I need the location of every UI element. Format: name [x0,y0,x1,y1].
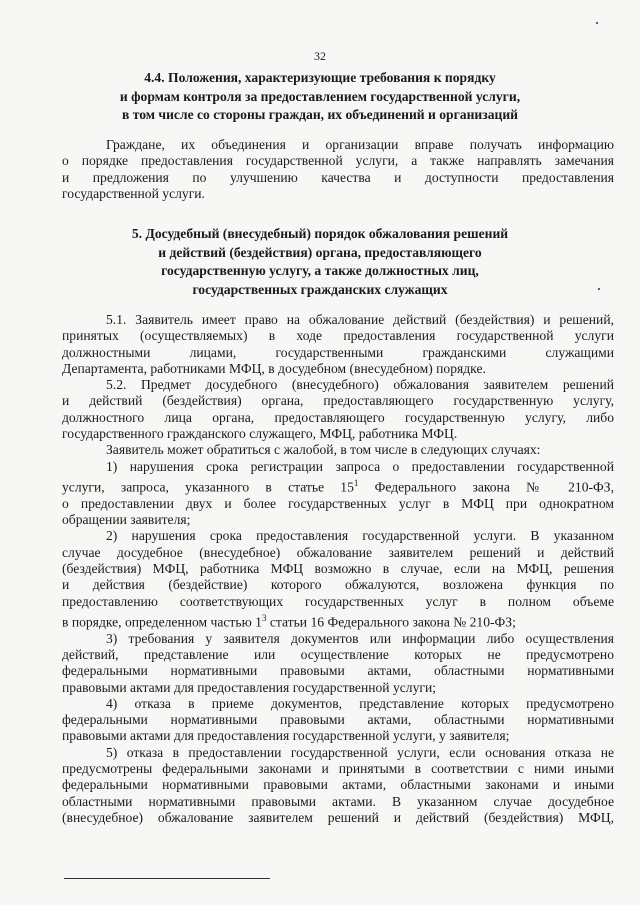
text-line: предусмотрены федеральными законами и принятыми в соответствии с ними иными [62,761,614,777]
section-5-heading [0,225,640,299]
superscript: 1 [353,477,359,488]
heading-line: 5. Досудебный (внесудебный) порядок обжалования решений [131,226,509,241]
text-line: принятых (осуществляемых) в ходе предоставления государственной услуги [62,328,614,344]
heading-line: и действий (бездействия) органа, предоставляющего [158,244,482,260]
text-line: правовыми актами для предоставления государственной услуги, у заявителя; [62,728,510,744]
text-line: федеральными нормативными правовыми актами, областными законами и иными [62,777,614,793]
text-line: о предоставлении двух и более государственных услуг в МФЦ при однократном [62,495,614,511]
text-line: должностного лица органа, предоставляющего государственную услугу, либо [62,409,614,425]
section-5-body [62,312,614,826]
text-line: о порядке предоставления государственной услуги, а также направлять замечания [62,153,614,169]
text-line: (внесудебное) обжалование заявителем решений и действий (бездействия) МФЦ, [62,809,614,825]
text-line: федеральными нормативными правовыми актами, областными нормативными [62,712,614,728]
text-line: 5.2. Предмет досудебного (внесудебного) обжалования заявителем решений [106,377,614,393]
text-run: в порядке, определенном частью 1 [62,614,262,630]
text-line: правовыми актами для предоставления государственной услуги; [62,679,437,695]
text-line: Заявитель может обратиться с жалобой, в том числе в следующих случаях: [106,442,541,458]
text-line: 1) нарушения срока регистрации запроса о предоставлении государственной [106,458,614,474]
heading-line: 4.4. Положения, характеризующие требования к порядку [144,70,496,85]
heading-line: государственных гражданских служащих [192,281,448,297]
section-4-4-body [62,137,614,202]
text-line: областными нормативными правовыми актами. В указанном случае досудебное [62,793,614,809]
text-run: статьи 16 Федерального закона № 210-ФЗ; [266,614,516,630]
text-line: действий, представление или осуществление которых не предусмотрено [62,647,614,662]
text-line: и действия (бездействие) которого обжалуются, возложена функция по [62,577,614,593]
text-line: и действий (бездействия) органа, предоставляющего государственную услугу, [62,393,614,409]
heading-line: государственную услугу, а также должностных лиц, [161,263,479,278]
heading-line: в том числе со стороны граждан, их объединений и организаций [122,107,518,122]
text-run: Федерального закона № 210-ФЗ, [358,479,614,495]
text-line: 5.1. Заявитель имеет право на обжалование действий (бездействия) и решений, [106,312,614,327]
text-line: обращении заявителя; [62,512,191,528]
section-4-4-heading [0,69,640,125]
text-line: 2) нарушения срока предоставления государственной услуги. В указанном [106,528,614,544]
superscript: 3 [261,612,267,623]
text-line: Граждане, их объединения и организации вправе получать информацию [106,137,614,152]
text-line: государственной услуги. [62,185,205,201]
text-line [62,610,614,631]
text-line: 5) отказа в предоставлении государственной услуги, если основания отказа не [106,744,614,760]
text-line: должностными лицами, государственными гражданскими служащими [62,344,614,360]
text-line [62,475,614,496]
footnote-divider [64,878,270,879]
text-line: Департамента, работниками МФЦ, в досудебном (внесудебном) порядке. [62,360,486,376]
text-line: государственного гражданского служащего, МФЦ, работника МФЦ. [62,426,458,442]
scan-speck [596,22,598,24]
text-line: 4) отказа в приеме документов, представление которых предусмотрено [106,695,614,711]
text-line: (бездействия) МФЦ, работника МФЦ возможно в случае, если на МФЦ, решения [62,560,614,576]
text-line: предоставлению соответствующих государственных услуг в полном объеме [62,593,614,609]
page-number: 32 [314,49,326,63]
heading-line: и формам контроля за предоставлением государственной услуги, [119,88,521,104]
text-line: федеральными нормативными правовыми актами, областными нормативными [62,663,614,679]
text-line: случае досудебное (внесудебное) обжалование заявителем решений и действий [62,544,614,560]
text-run: услуги, запроса, указанного в статье 15 [62,479,354,495]
text-line: 3) требования у заявителя документов или информации либо осуществления [106,630,614,646]
text-line: и предложения по улучшению качества и доступности предоставления [62,169,614,185]
